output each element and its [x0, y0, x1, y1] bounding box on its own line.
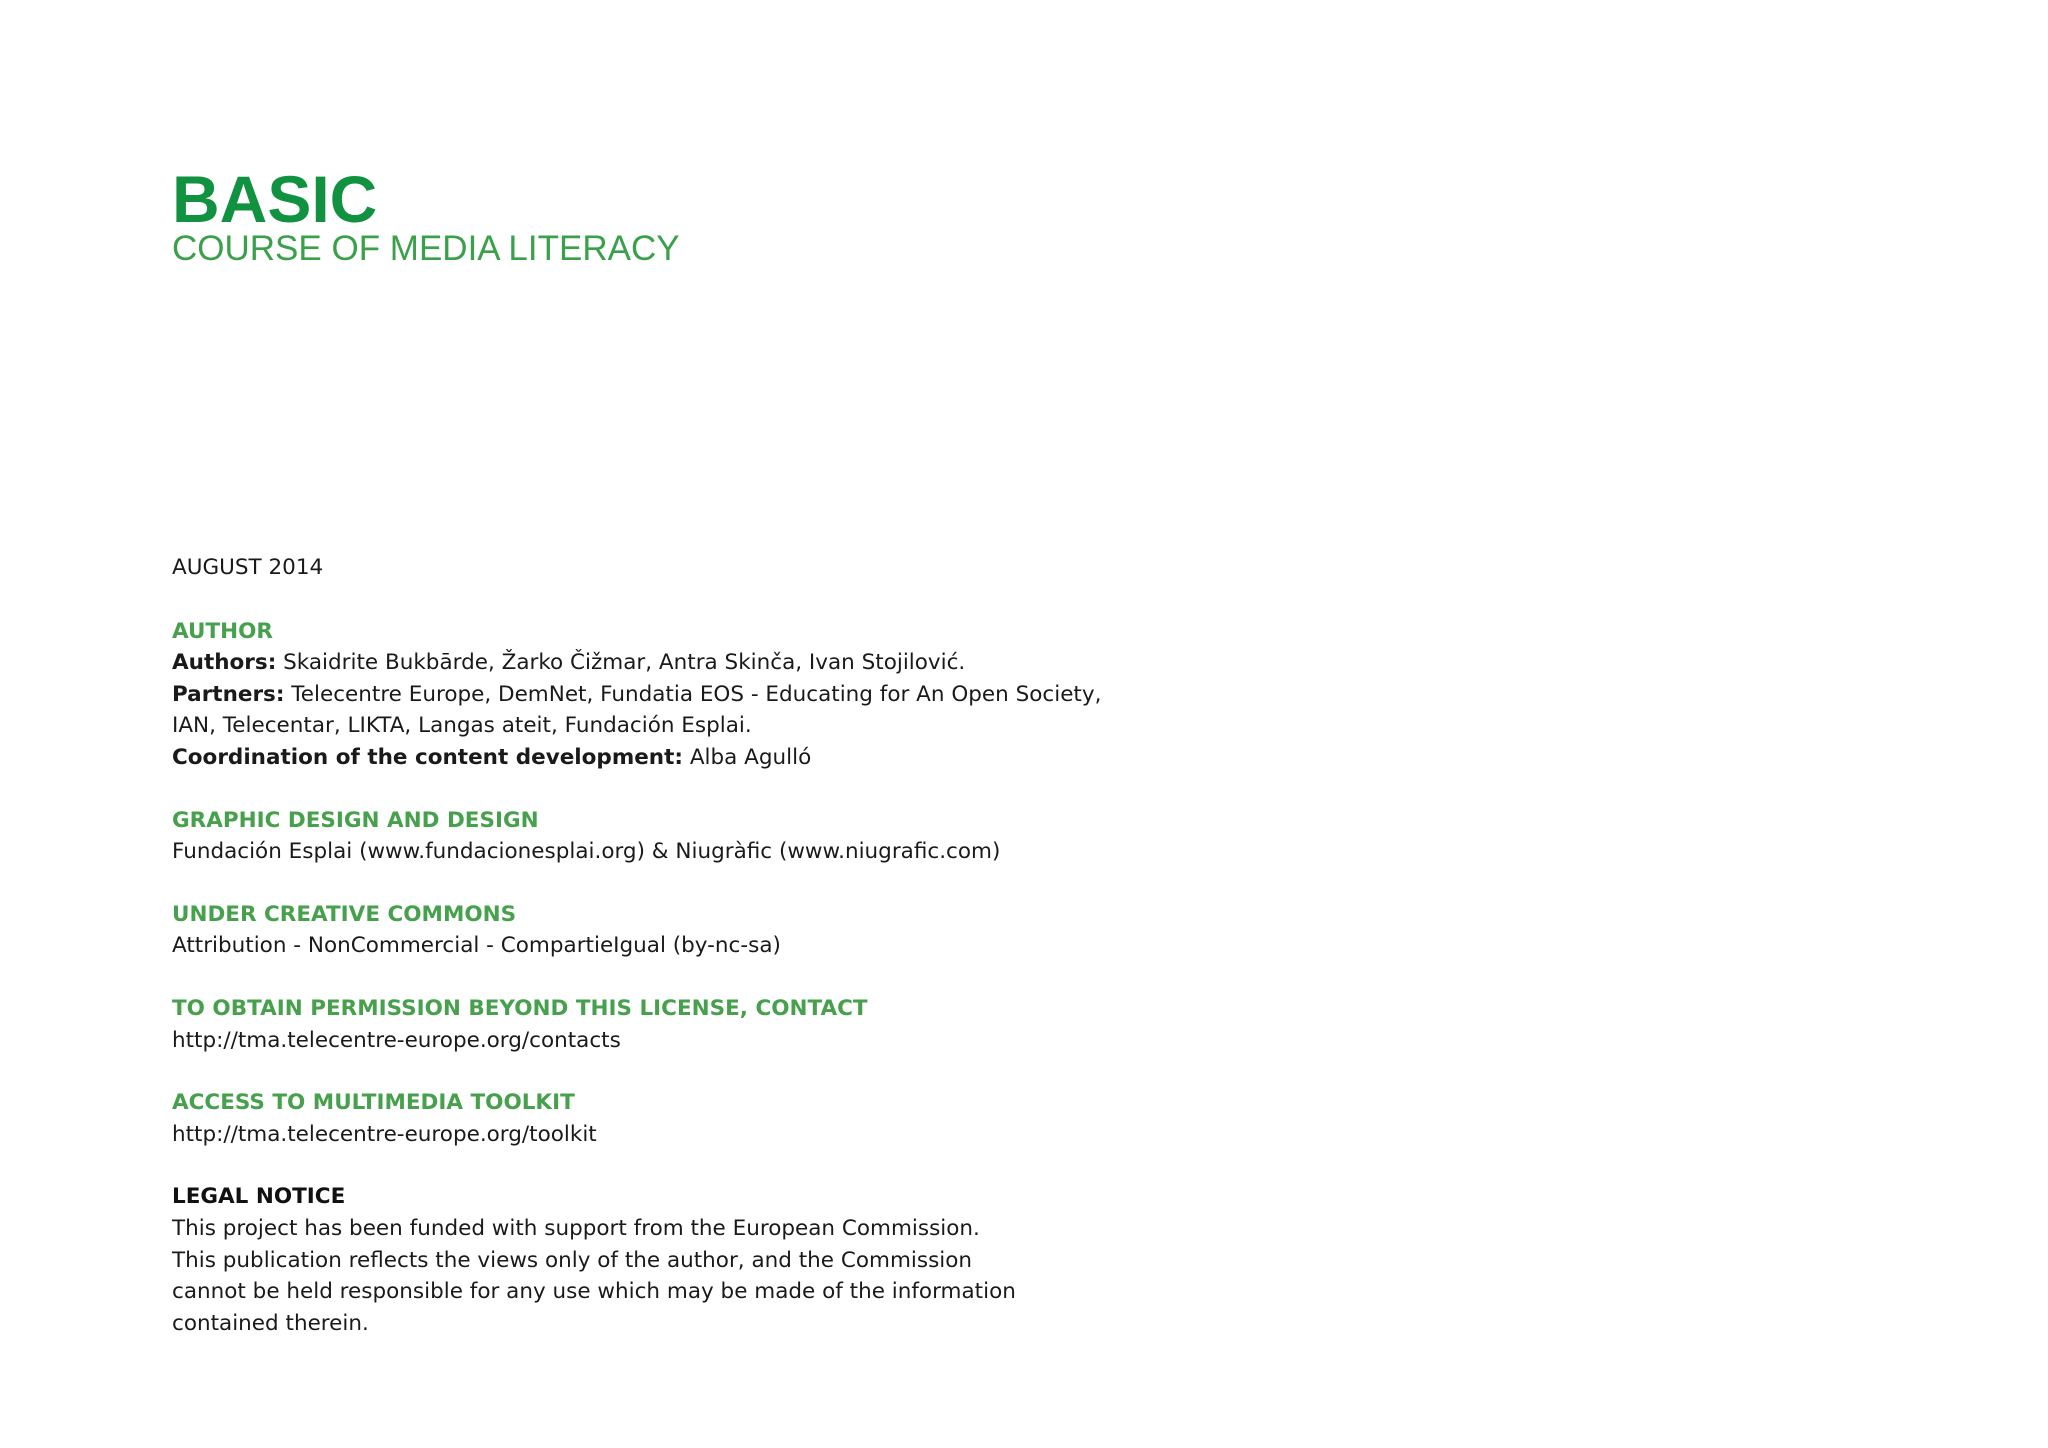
document-subtitle: COURSE OF MEDIA LITERACY [172, 229, 680, 268]
permission-heading: TO OBTAIN PERMISSION BEYOND THIS LICENSE, CONTACT [172, 995, 868, 1021]
legal-section [172, 1181, 1152, 1339]
design-text: Fundación Esplai (www.fundacionesplai.org) & Niugràfic (www.niugrafic.com) [172, 839, 1001, 865]
legal-line-1: This project has been funded with support from the European Commission. [172, 1215, 980, 1241]
legal-heading: LEGAL NOTICE [172, 1184, 346, 1210]
authors-value: Skaidrite Bukbārde, Žarko Čižmar, Antra Skinča, Ivan Stojilović. [276, 650, 966, 676]
author-section [172, 616, 1152, 774]
title-block [172, 162, 680, 270]
legal-line-4: contained therein. [172, 1310, 369, 1336]
design-section [172, 805, 1152, 868]
toolkit-link: http://tma.telecentre-europe.org/toolkit [172, 1121, 597, 1147]
authors-line [172, 647, 1152, 679]
coordination-label: Coordination of the content development: [172, 744, 683, 770]
coordination-line [172, 742, 1152, 774]
partners-line-2: IAN, Telecentar, LIKTA, Langas ateit, Fundación Esplai. [172, 713, 752, 739]
toolkit-heading: ACCESS TO MULTIMEDIA TOOLKIT [172, 1090, 575, 1116]
document-title: BASIC [172, 162, 378, 236]
partners-label: Partners: [172, 681, 285, 707]
license-heading: UNDER CREATIVE COMMONS [172, 901, 517, 927]
coordination-value: Alba Agulló [682, 744, 812, 770]
author-heading: AUTHOR [172, 618, 273, 644]
legal-line-2: This publication reflects the views only of the author, and the Commission [172, 1247, 973, 1273]
license-section [172, 899, 1152, 962]
permission-link: http://tma.telecentre-europe.org/contacts [172, 1027, 621, 1053]
partners-line [172, 679, 1152, 711]
toolkit-section [172, 1087, 1152, 1150]
partners-value-line1: Telecentre Europe, DemNet, Fundatia EOS - Educating for An Open Society, [284, 681, 1102, 707]
design-heading: GRAPHIC DESIGN AND DESIGN [172, 807, 539, 833]
authors-label: Authors: [172, 650, 277, 676]
credits-content [172, 552, 1152, 1339]
permission-section [172, 993, 1152, 1056]
license-text: Attribution - NonCommercial - CompartieIgual (by-nc-sa) [172, 933, 781, 959]
publication-date: AUGUST 2014 [172, 555, 324, 580]
legal-line-3: cannot be held responsible for any use which may be made of the information [172, 1279, 1016, 1305]
